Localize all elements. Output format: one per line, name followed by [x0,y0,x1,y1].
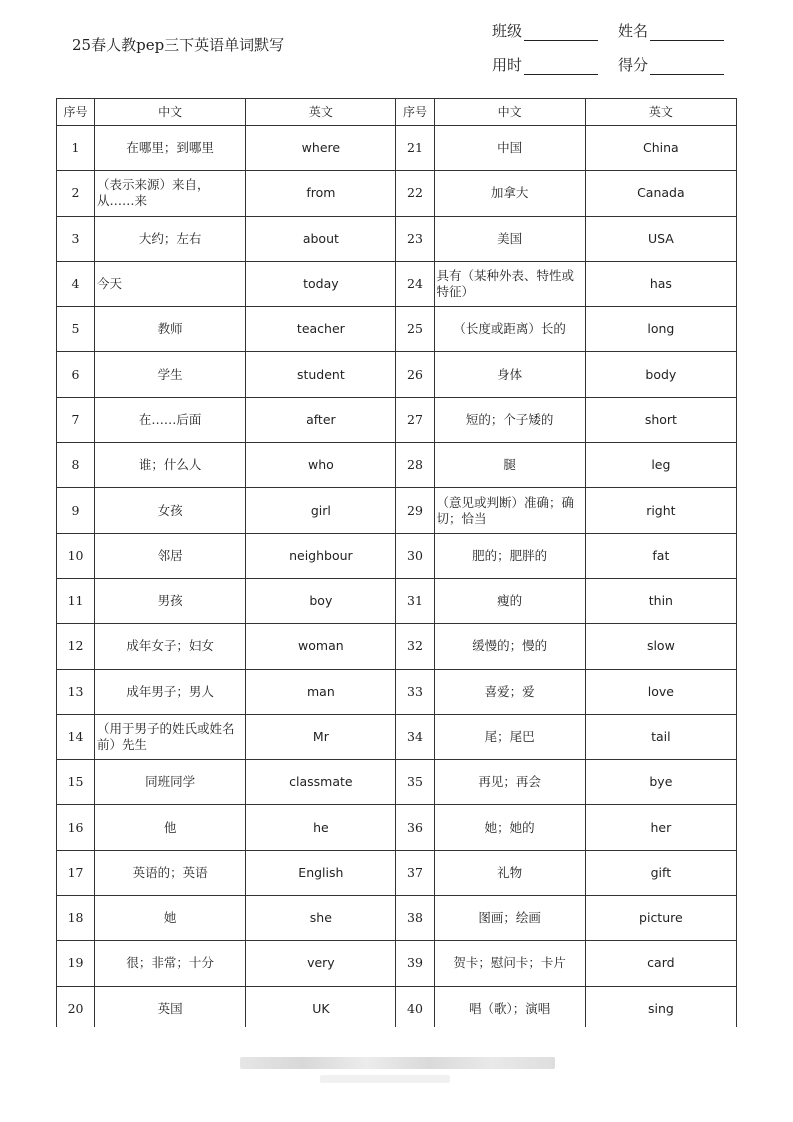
table-row [57,216,737,261]
row-number: 17 [57,850,95,895]
english-word: UK [246,986,396,1031]
chinese-meaning: （用于男子的姓氏或姓名前）先生 [95,714,246,759]
english-word: he [246,805,396,850]
name-field[interactable] [618,20,724,41]
chinese-meaning: 她；她的 [434,805,585,850]
name-blank[interactable] [650,22,724,41]
row-number: 14 [57,714,95,759]
english-word: who [246,443,396,488]
english-word: where [246,126,396,171]
english-word: student [246,352,396,397]
row-number: 39 [396,941,434,986]
chinese-meaning: 身体 [434,352,585,397]
chinese-meaning: 喜爱；爱 [434,669,585,714]
row-number: 2 [57,171,95,216]
score-field[interactable] [618,54,724,75]
table-row [57,307,737,352]
row-number: 28 [396,443,434,488]
row-number: 3 [57,216,95,261]
row-number: 21 [396,126,434,171]
time-label: 用时 [492,56,523,74]
row-number: 26 [396,352,434,397]
english-word: about [246,216,396,261]
row-number: 31 [396,578,434,623]
header-cn-right: 中文 [434,99,585,126]
chinese-meaning: 图画；绘画 [434,896,585,941]
english-word: love [585,669,736,714]
page-title: 25春人教pep三下英语单词默写 [72,36,285,54]
chinese-meaning: 女孩 [95,488,246,533]
header-en-right: 英文 [585,99,736,126]
chinese-meaning: 中国 [434,126,585,171]
chinese-meaning: 缓慢的；慢的 [434,624,585,669]
english-word: teacher [246,307,396,352]
table-row [57,443,737,488]
row-number: 37 [396,850,434,895]
row-number: 38 [396,896,434,941]
row-number: 27 [396,397,434,442]
chinese-meaning: 邻居 [95,533,246,578]
english-word: from [246,171,396,216]
chinese-meaning: 谁；什么人 [95,443,246,488]
chinese-meaning: 具有（某种外表、特性或特征） [434,261,585,306]
english-word: very [246,941,396,986]
table-row [57,352,737,397]
english-word: slow [585,624,736,669]
row-number: 30 [396,533,434,578]
row-number: 15 [57,760,95,805]
row-number: 7 [57,397,95,442]
row-number: 12 [57,624,95,669]
chinese-meaning: 她 [95,896,246,941]
english-word: fat [585,533,736,578]
english-word: neighbour [246,533,396,578]
chinese-meaning: 美国 [434,216,585,261]
chinese-meaning: （意见或判断）准确；确切；恰当 [434,488,585,533]
table-row [57,533,737,578]
chinese-meaning: 他 [95,805,246,850]
row-number: 8 [57,443,95,488]
row-number: 13 [57,669,95,714]
english-word: picture [585,896,736,941]
table-row [57,669,737,714]
table-row [57,397,737,442]
chinese-meaning: 贺卡；慰问卡；卡片 [434,941,585,986]
row-number: 34 [396,714,434,759]
english-word: Canada [585,171,736,216]
table-row [57,760,737,805]
chinese-meaning: 男孩 [95,578,246,623]
english-word: woman [246,624,396,669]
chinese-meaning: 唱（歌）；演唱 [434,986,585,1031]
row-number: 5 [57,307,95,352]
chinese-meaning: 腿 [434,443,585,488]
row-number: 18 [57,896,95,941]
english-word: USA [585,216,736,261]
english-word: her [585,805,736,850]
table-row [57,126,737,171]
english-word: Mr [246,714,396,759]
chinese-meaning: 再见；再会 [434,760,585,805]
english-word: tail [585,714,736,759]
row-number: 10 [57,533,95,578]
table-header-row [57,99,737,126]
english-word: long [585,307,736,352]
chinese-meaning: 肥的；肥胖的 [434,533,585,578]
chinese-meaning: （表示来源）来自，从……来 [95,171,246,216]
chinese-meaning: 尾；尾巴 [434,714,585,759]
name-label: 姓名 [618,22,649,40]
table-row [57,488,737,533]
table-row [57,896,737,941]
chinese-meaning: 英语的；英语 [95,850,246,895]
time-blank[interactable] [524,56,598,75]
score-label: 得分 [618,56,649,74]
row-number: 35 [396,760,434,805]
table-row [57,171,737,216]
english-word: English [246,850,396,895]
table-row [57,714,737,759]
english-word: body [585,352,736,397]
row-number: 9 [57,488,95,533]
table-row [57,261,737,306]
chinese-meaning: 礼物 [434,850,585,895]
chinese-meaning: 短的；个子矮的 [434,397,585,442]
blurred-footer [240,1057,555,1069]
english-word: classmate [246,760,396,805]
chinese-meaning: （长度或距离）长的 [434,307,585,352]
row-number: 1 [57,126,95,171]
chinese-meaning: 在哪里；到哪里 [95,126,246,171]
chinese-meaning: 瘦的 [434,578,585,623]
chinese-meaning: 同班同学 [95,760,246,805]
row-number: 6 [57,352,95,397]
english-word: leg [585,443,736,488]
chinese-meaning: 今天 [95,261,246,306]
chinese-meaning: 大约；左右 [95,216,246,261]
row-number: 4 [57,261,95,306]
english-word: short [585,397,736,442]
row-number: 22 [396,171,434,216]
class-blank[interactable] [524,22,598,41]
row-number: 19 [57,941,95,986]
row-number: 32 [396,624,434,669]
english-word: girl [246,488,396,533]
english-word: card [585,941,736,986]
class-label: 班级 [492,22,523,40]
english-word: has [585,261,736,306]
chinese-meaning: 成年男子；男人 [95,669,246,714]
table-row [57,624,737,669]
row-number: 36 [396,805,434,850]
class-field[interactable] [492,20,598,41]
english-word: bye [585,760,736,805]
chinese-meaning: 教师 [95,307,246,352]
english-word: gift [585,850,736,895]
chinese-meaning: 学生 [95,352,246,397]
chinese-meaning: 加拿大 [434,171,585,216]
chinese-meaning: 在……后面 [95,397,246,442]
row-number: 23 [396,216,434,261]
table-row [57,578,737,623]
row-number: 11 [57,578,95,623]
row-number: 40 [396,986,434,1031]
row-number: 25 [396,307,434,352]
row-number: 33 [396,669,434,714]
header-num-left: 序号 [57,99,95,126]
english-word: China [585,126,736,171]
chinese-meaning: 成年女子；妇女 [95,624,246,669]
table-row [57,805,737,850]
english-word: man [246,669,396,714]
english-word: boy [246,578,396,623]
header-cn-left: 中文 [95,99,246,126]
english-word: sing [585,986,736,1031]
table-row [57,986,737,1031]
english-word: today [246,261,396,306]
chinese-meaning: 很；非常；十分 [95,941,246,986]
header-en-left: 英文 [246,99,396,126]
table-row [57,941,737,986]
row-number: 24 [396,261,434,306]
english-word: thin [585,578,736,623]
row-number: 20 [57,986,95,1031]
time-field[interactable] [492,54,598,75]
header-num-right: 序号 [396,99,434,126]
english-word: she [246,896,396,941]
row-number: 16 [57,805,95,850]
row-number: 29 [396,488,434,533]
english-word: right [585,488,736,533]
score-blank[interactable] [650,56,724,75]
table-row [57,850,737,895]
english-word: after [246,397,396,442]
blurred-footer-secondary [320,1075,450,1083]
vocab-table [56,98,737,1032]
chinese-meaning: 英国 [95,986,246,1031]
